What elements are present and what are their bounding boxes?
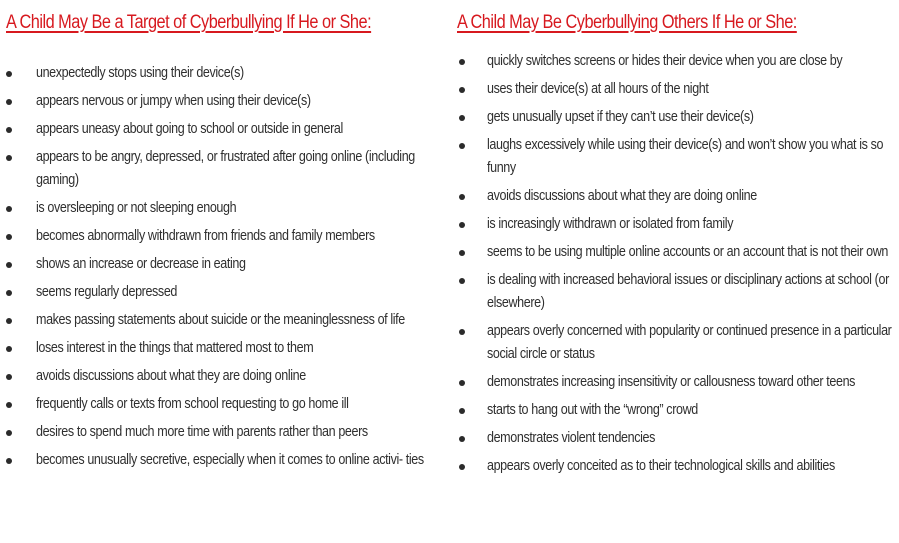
list-item xyxy=(457,269,897,315)
list-item xyxy=(6,146,446,192)
target-signs-list xyxy=(6,62,446,472)
list-item xyxy=(6,281,446,304)
list-item xyxy=(457,427,897,450)
list-item xyxy=(6,62,446,85)
list-item-text: gets unusually upset if they can’t use their device(s) xyxy=(487,109,754,125)
bullet-icon xyxy=(6,458,12,464)
list-item-text: seems to be using multiple online accounts or an account that is not their own xyxy=(487,244,888,260)
bullet-icon xyxy=(459,380,465,386)
bullet-icon xyxy=(459,250,465,256)
target-signs-column xyxy=(6,0,446,477)
list-item xyxy=(6,365,446,388)
bullet-icon xyxy=(459,59,465,65)
list-item-text: becomes abnormally withdrawn from friends and family members xyxy=(36,228,375,244)
list-item xyxy=(6,197,446,220)
bullet-icon xyxy=(6,234,12,240)
list-item-text: appears to be angry, depressed, or frustrated after going online (including gaming) xyxy=(36,149,415,188)
list-item xyxy=(457,78,897,101)
list-item-text: demonstrates violent tendencies xyxy=(487,430,656,446)
list-item-text: shows an increase or decrease in eating xyxy=(36,256,246,272)
list-item xyxy=(6,90,446,113)
target-signs-heading: A Child May Be a Target of Cyberbullying If He or She: xyxy=(6,12,372,33)
list-item xyxy=(457,399,897,422)
bullet-icon xyxy=(6,346,12,352)
bully-signs-heading: A Child May Be Cyberbullying Others If He or She: xyxy=(457,12,797,33)
bullet-icon xyxy=(6,430,12,436)
list-item xyxy=(6,118,446,141)
list-item xyxy=(6,225,446,248)
list-item-text: uses their device(s) at all hours of the night xyxy=(487,81,709,97)
list-item-text: appears nervous or jumpy when using their device(s) xyxy=(36,93,311,109)
list-item xyxy=(6,253,446,276)
list-item xyxy=(457,134,897,180)
bullet-icon xyxy=(459,87,465,93)
bullet-icon xyxy=(459,222,465,228)
bullet-icon xyxy=(6,127,12,133)
bullet-icon xyxy=(6,318,12,324)
bullet-icon xyxy=(459,278,465,284)
list-item-text: appears overly concerned with popularity or continued presence in a particular social circle or status xyxy=(487,323,892,362)
list-item-text: is dealing with increased behavioral issues or disciplinary actions at school (or elsewhere) xyxy=(487,272,889,311)
bullet-icon xyxy=(6,99,12,105)
bullet-icon xyxy=(6,206,12,212)
list-item xyxy=(457,106,897,129)
bullet-icon xyxy=(6,290,12,296)
list-item xyxy=(457,185,897,208)
list-item-text: frequently calls or texts from school requesting to go home ill xyxy=(36,396,349,412)
list-item-text: is increasingly withdrawn or isolated from family xyxy=(487,216,734,232)
bullet-icon xyxy=(6,374,12,380)
list-item xyxy=(6,309,446,332)
list-item-text: desires to spend much more time with parents rather than peers xyxy=(36,424,368,440)
list-item-text: starts to hang out with the “wrong” crowd xyxy=(487,402,698,418)
list-item xyxy=(6,421,446,444)
list-item-text: quickly switches screens or hides their device when you are close by xyxy=(487,53,843,69)
bullet-icon xyxy=(459,329,465,335)
bullet-icon xyxy=(6,71,12,77)
list-item-text: appears uneasy about going to school or outside in general xyxy=(36,121,343,137)
bullet-icon xyxy=(6,155,12,161)
list-item-text: becomes unusually secretive, especially when it comes to online activi- ties xyxy=(36,452,424,468)
list-item-text: makes passing statements about suicide or the meaninglessness of life xyxy=(36,312,405,328)
list-item-text: seems regularly depressed xyxy=(36,284,178,300)
bullet-icon xyxy=(459,408,465,414)
list-item-text: demonstrates increasing insensitivity or callousness toward other teens xyxy=(487,374,856,390)
bullet-icon xyxy=(459,436,465,442)
list-item-text: avoids discussions about what they are doing online xyxy=(36,368,306,384)
bullet-icon xyxy=(6,402,12,408)
list-item xyxy=(6,337,446,360)
bullet-icon xyxy=(459,464,465,470)
list-item-text: avoids discussions about what they are doing online xyxy=(487,188,757,204)
list-item xyxy=(457,455,897,478)
bully-signs-column xyxy=(457,0,897,483)
list-item xyxy=(6,449,446,472)
bullet-icon xyxy=(459,143,465,149)
bullet-icon xyxy=(459,194,465,200)
list-item xyxy=(6,393,446,416)
bullet-icon xyxy=(459,115,465,121)
list-item-text: is oversleeping or not sleeping enough xyxy=(36,200,237,216)
list-item xyxy=(457,50,897,73)
bully-signs-list xyxy=(457,50,897,478)
list-item-text: appears overly conceited as to their technological skills and abilities xyxy=(487,458,835,474)
list-item xyxy=(457,241,897,264)
bullet-icon xyxy=(6,262,12,268)
list-item-text: laughs excessively while using their device(s) and won’t show you what is so funny xyxy=(487,137,884,176)
list-item xyxy=(457,371,897,394)
list-item-text: loses interest in the things that mattered most to them xyxy=(36,340,314,356)
list-item-text: unexpectedly stops using their device(s) xyxy=(36,65,244,81)
list-item xyxy=(457,213,897,236)
list-item xyxy=(457,320,897,366)
